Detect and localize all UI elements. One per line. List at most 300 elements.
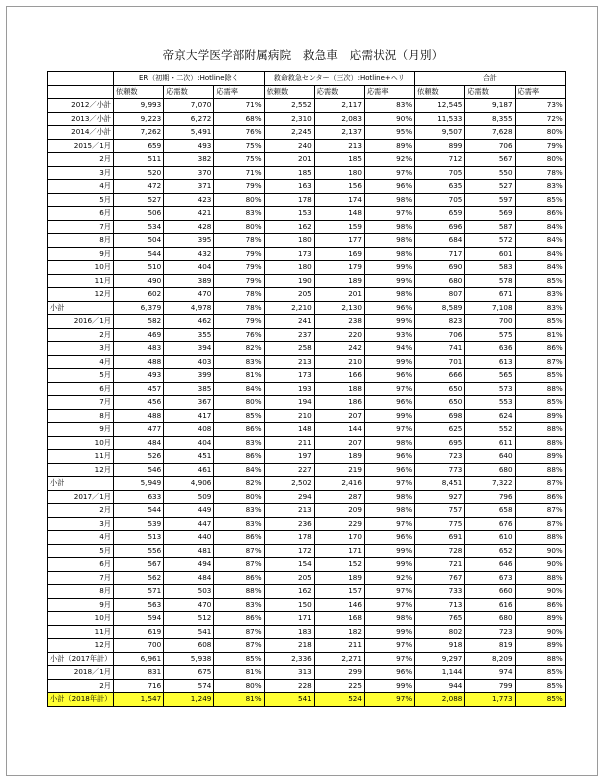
table-cell: 96%: [364, 369, 414, 383]
table-cell: 189: [314, 274, 364, 288]
subtotal-row: [48, 693, 566, 707]
table-cell: 96%: [364, 180, 414, 194]
table-cell: 80%: [515, 153, 565, 167]
table-cell: 84%: [214, 463, 264, 477]
row-label: 10月: [48, 612, 114, 626]
table-cell: 447: [164, 517, 214, 531]
table-cell: 428: [164, 220, 214, 234]
table-cell: 87%: [515, 355, 565, 369]
table-cell: 927: [415, 490, 465, 504]
table-cell: 571: [114, 585, 164, 599]
response-status-table: [47, 71, 566, 707]
table-cell: 417: [164, 409, 214, 423]
table-cell: 944: [415, 679, 465, 693]
table-cell: 611: [465, 436, 515, 450]
table-cell: 423: [164, 193, 214, 207]
table-row: [48, 112, 566, 126]
table-cell: 9,993: [114, 99, 164, 113]
table-cell: 156: [314, 180, 364, 194]
row-label: 3月: [48, 342, 114, 356]
table-cell: 89%: [515, 409, 565, 423]
table-cell: 85%: [515, 396, 565, 410]
table-cell: 80%: [214, 220, 264, 234]
table-cell: 552: [465, 423, 515, 437]
table-cell: 567: [465, 153, 515, 167]
table-cell: 510: [114, 261, 164, 275]
table-cell: 675: [164, 666, 214, 680]
table-cell: 82%: [214, 477, 264, 491]
table-cell: 5,949: [114, 477, 164, 491]
table-cell: 404: [164, 261, 214, 275]
table-cell: 484: [164, 571, 214, 585]
row-label: 4月: [48, 355, 114, 369]
table-cell: 8,209: [465, 652, 515, 666]
table-cell: 87%: [214, 625, 264, 639]
table-cell: 98%: [364, 234, 414, 248]
table-cell: 71%: [214, 166, 264, 180]
table-cell: 399: [164, 369, 214, 383]
table-cell: 87%: [515, 517, 565, 531]
table-cell: 6,379: [114, 301, 164, 315]
table-body: [48, 99, 566, 707]
table-cell: 171: [314, 544, 364, 558]
table-cell: 7,108: [465, 301, 515, 315]
table-cell: 75%: [214, 153, 264, 167]
table-cell: 178: [264, 531, 314, 545]
table-row: [48, 193, 566, 207]
group-header-total: 合計: [415, 72, 566, 86]
table-cell: 97%: [364, 207, 414, 221]
row-label: 8月: [48, 234, 114, 248]
table-cell: 5,938: [164, 652, 214, 666]
table-cell: 83%: [214, 517, 264, 531]
table-cell: 93%: [364, 328, 414, 342]
table-cell: 144: [314, 423, 364, 437]
table-cell: 799: [465, 679, 515, 693]
table-cell: 85%: [515, 315, 565, 329]
table-cell: 73%: [515, 99, 565, 113]
table-row: [48, 396, 566, 410]
table-cell: 563: [114, 598, 164, 612]
table-cell: 238: [314, 315, 364, 329]
table-cell: 182: [314, 625, 364, 639]
table-cell: 659: [114, 139, 164, 153]
table-cell: 78%: [214, 301, 264, 315]
table-cell: 179: [314, 261, 364, 275]
table-row: [48, 490, 566, 504]
table-cell: 6,961: [114, 652, 164, 666]
table-cell: 673: [465, 571, 515, 585]
row-label: 4月: [48, 180, 114, 194]
corner-cell: [48, 72, 114, 86]
table-cell: 583: [465, 261, 515, 275]
table-cell: 562: [114, 571, 164, 585]
table-cell: 2,210: [264, 301, 314, 315]
table-cell: 96%: [364, 396, 414, 410]
table-cell: 81%: [214, 693, 264, 707]
table-cell: 2,137: [314, 126, 364, 140]
table-row: [48, 369, 566, 383]
table-cell: 229: [314, 517, 364, 531]
table-cell: 512: [164, 612, 214, 626]
table-cell: 470: [164, 598, 214, 612]
table-cell: 4,906: [164, 477, 214, 491]
table-cell: 99%: [364, 558, 414, 572]
table-cell: 2,271: [314, 652, 364, 666]
table-cell: 86%: [515, 207, 565, 221]
table-cell: 205: [264, 288, 314, 302]
row-label: 2月: [48, 504, 114, 518]
row-label: 2018／1月: [48, 666, 114, 680]
table-cell: 96%: [364, 301, 414, 315]
table-cell: 7,262: [114, 126, 164, 140]
table-cell: 12,545: [415, 99, 465, 113]
table-row: [48, 598, 566, 612]
table-cell: 432: [164, 247, 214, 261]
table-cell: 2,552: [264, 99, 314, 113]
table-cell: 313: [264, 666, 314, 680]
row-label: 9月: [48, 247, 114, 261]
table-cell: 98%: [364, 193, 414, 207]
table-cell: 85%: [515, 693, 565, 707]
table-cell: 633: [114, 490, 164, 504]
table-cell: 79%: [214, 247, 264, 261]
table-cell: 2,416: [314, 477, 364, 491]
table-cell: 1,773: [465, 693, 515, 707]
table-cell: 494: [164, 558, 214, 572]
table-row: [48, 328, 566, 342]
table-row: [48, 531, 566, 545]
table-row: [48, 436, 566, 450]
table-cell: 153: [264, 207, 314, 221]
table-row: [48, 517, 566, 531]
table-cell: 80%: [214, 396, 264, 410]
table-cell: 690: [415, 261, 465, 275]
row-label: 3月: [48, 166, 114, 180]
subtotal-row: [48, 301, 566, 315]
table-cell: 87%: [515, 477, 565, 491]
table-cell: 695: [415, 436, 465, 450]
table-cell: 86%: [214, 571, 264, 585]
row-label: 7月: [48, 396, 114, 410]
table-cell: 550: [465, 166, 515, 180]
table-cell: 671: [465, 288, 515, 302]
table-cell: 765: [415, 612, 465, 626]
group-header-row: [48, 72, 566, 86]
table-cell: 148: [314, 207, 364, 221]
column-header-row: [48, 85, 566, 99]
table-cell: 85%: [515, 666, 565, 680]
table-cell: 556: [114, 544, 164, 558]
table-cell: 2,130: [314, 301, 364, 315]
row-label: 3月: [48, 517, 114, 531]
table-cell: 395: [164, 234, 214, 248]
table-cell: 96%: [364, 463, 414, 477]
table-cell: 189: [314, 571, 364, 585]
table-row: [48, 153, 566, 167]
table-cell: 712: [415, 153, 465, 167]
table-cell: 81%: [214, 666, 264, 680]
table-cell: 162: [264, 220, 314, 234]
table-cell: 99%: [364, 315, 414, 329]
table-cell: 98%: [364, 612, 414, 626]
table-cell: 96%: [364, 450, 414, 464]
table-cell: 97%: [364, 598, 414, 612]
table-cell: 2,083: [314, 112, 364, 126]
table-cell: 86%: [214, 450, 264, 464]
table-cell: 616: [465, 598, 515, 612]
table-cell: 84%: [214, 382, 264, 396]
table-cell: 72%: [515, 112, 565, 126]
table-cell: 71%: [214, 99, 264, 113]
table-cell: 75%: [214, 139, 264, 153]
table-cell: 721: [415, 558, 465, 572]
table-cell: 294: [264, 490, 314, 504]
column-header: 依頼数: [264, 85, 314, 99]
table-cell: 79%: [214, 274, 264, 288]
table-cell: 168: [314, 612, 364, 626]
row-label: 2月: [48, 328, 114, 342]
table-cell: 741: [415, 342, 465, 356]
table-cell: 84%: [515, 220, 565, 234]
table-cell: 180: [264, 261, 314, 275]
table-cell: 79%: [515, 139, 565, 153]
table-cell: 89%: [364, 139, 414, 153]
table-cell: 462: [164, 315, 214, 329]
table-cell: 691: [415, 531, 465, 545]
table-cell: 180: [264, 234, 314, 248]
table-cell: 78%: [214, 234, 264, 248]
table-cell: 189: [314, 450, 364, 464]
table-cell: 99%: [364, 679, 414, 693]
row-label: 2012／小計: [48, 99, 114, 113]
table-row: [48, 571, 566, 585]
table-cell: 733: [415, 585, 465, 599]
table-cell: 185: [314, 153, 364, 167]
table-row: [48, 139, 566, 153]
table-cell: 608: [164, 639, 214, 653]
table-cell: 899: [415, 139, 465, 153]
table-cell: 97%: [364, 693, 414, 707]
row-label: 6月: [48, 382, 114, 396]
column-header: 応需率: [515, 85, 565, 99]
table-row: [48, 315, 566, 329]
table-cell: 173: [264, 369, 314, 383]
table-cell: 97%: [364, 477, 414, 491]
table-cell: 171: [264, 612, 314, 626]
table-cell: 504: [114, 234, 164, 248]
table-cell: 148: [264, 423, 314, 437]
table-cell: 83%: [214, 436, 264, 450]
table-cell: 213: [314, 139, 364, 153]
table-cell: 81%: [214, 369, 264, 383]
table-cell: 85%: [214, 409, 264, 423]
row-label: 9月: [48, 598, 114, 612]
table-cell: 526: [114, 450, 164, 464]
table-cell: 527: [114, 193, 164, 207]
table-cell: 178: [264, 193, 314, 207]
table-cell: 569: [465, 207, 515, 221]
table-row: [48, 166, 566, 180]
table-cell: 680: [465, 463, 515, 477]
table-cell: 680: [465, 612, 515, 626]
table-cell: 80%: [214, 679, 264, 693]
table-cell: 85%: [515, 679, 565, 693]
table-cell: 520: [114, 166, 164, 180]
table-cell: 506: [114, 207, 164, 221]
table-cell: 544: [114, 247, 164, 261]
row-label: 11月: [48, 450, 114, 464]
table-cell: 705: [415, 166, 465, 180]
table-cell: 83%: [515, 301, 565, 315]
table-cell: 98%: [364, 288, 414, 302]
row-label: 2月: [48, 679, 114, 693]
table-cell: 7,070: [164, 99, 214, 113]
table-cell: 6,272: [164, 112, 214, 126]
table-cell: 90%: [515, 585, 565, 599]
row-label: 10月: [48, 261, 114, 275]
spreadsheet-page: [6, 6, 598, 776]
table-cell: 565: [465, 369, 515, 383]
table-cell: 97%: [364, 517, 414, 531]
table-cell: 190: [264, 274, 314, 288]
table-cell: 700: [114, 639, 164, 653]
table-cell: 2,088: [415, 693, 465, 707]
table-cell: 258: [264, 342, 314, 356]
table-cell: 723: [415, 450, 465, 464]
table-cell: 9,187: [465, 99, 515, 113]
group-header-er: ER（初期・二次）:Hotline除く: [114, 72, 265, 86]
table-cell: 440: [164, 531, 214, 545]
row-label: 小計（2018年計）: [48, 693, 114, 707]
table-cell: 154: [264, 558, 314, 572]
table-cell: 728: [415, 544, 465, 558]
table-cell: 650: [415, 396, 465, 410]
table-cell: 205: [264, 571, 314, 585]
table-cell: 88%: [515, 652, 565, 666]
table-cell: 96%: [364, 531, 414, 545]
table-cell: 150: [264, 598, 314, 612]
table-cell: 211: [264, 436, 314, 450]
table-cell: 594: [114, 612, 164, 626]
table-cell: 162: [264, 585, 314, 599]
table-cell: 449: [164, 504, 214, 518]
table-cell: 82%: [214, 342, 264, 356]
table-cell: 680: [415, 274, 465, 288]
table-row: [48, 585, 566, 599]
row-label: 2013／小計: [48, 112, 114, 126]
table-cell: 209: [314, 504, 364, 518]
table-row: [48, 342, 566, 356]
table-cell: 227: [264, 463, 314, 477]
table-cell: 180: [314, 166, 364, 180]
table-cell: 8,451: [415, 477, 465, 491]
table-cell: 610: [465, 531, 515, 545]
table-cell: 624: [465, 409, 515, 423]
table-cell: 99%: [364, 355, 414, 369]
table-cell: 567: [114, 558, 164, 572]
table-cell: 213: [264, 504, 314, 518]
table-cell: 287: [314, 490, 364, 504]
table-cell: 572: [465, 234, 515, 248]
table-cell: 88%: [515, 436, 565, 450]
table-cell: 625: [415, 423, 465, 437]
row-label: 8月: [48, 409, 114, 423]
table-cell: 773: [415, 463, 465, 477]
table-cell: 81%: [515, 328, 565, 342]
table-row: [48, 382, 566, 396]
table-cell: 635: [415, 180, 465, 194]
table-row: [48, 126, 566, 140]
table-cell: 9,223: [114, 112, 164, 126]
table-cell: 83%: [214, 504, 264, 518]
table-cell: 241: [264, 315, 314, 329]
table-cell: 84%: [515, 234, 565, 248]
table-cell: 201: [264, 153, 314, 167]
table-row: [48, 274, 566, 288]
table-cell: 807: [415, 288, 465, 302]
table-cell: 89%: [515, 612, 565, 626]
row-label: 8月: [48, 585, 114, 599]
row-label: 12月: [48, 463, 114, 477]
table-row: [48, 288, 566, 302]
table-cell: 1,249: [164, 693, 214, 707]
table-cell: 207: [314, 409, 364, 423]
table-cell: 225: [314, 679, 364, 693]
table-cell: 86%: [515, 598, 565, 612]
table-row: [48, 261, 566, 275]
table-cell: 2,502: [264, 477, 314, 491]
table-cell: 698: [415, 409, 465, 423]
table-cell: 92%: [364, 571, 414, 585]
table-cell: 83%: [515, 180, 565, 194]
table-cell: 713: [415, 598, 465, 612]
table-cell: 76%: [214, 126, 264, 140]
table-cell: 197: [264, 450, 314, 464]
table-cell: 89%: [515, 639, 565, 653]
table-cell: 469: [114, 328, 164, 342]
table-cell: 11,533: [415, 112, 465, 126]
table-row: [48, 355, 566, 369]
table-row: [48, 247, 566, 261]
table-cell: 666: [415, 369, 465, 383]
table-cell: 2,245: [264, 126, 314, 140]
table-cell: 183: [264, 625, 314, 639]
table-cell: 597: [465, 193, 515, 207]
table-cell: 534: [114, 220, 164, 234]
table-row: [48, 450, 566, 464]
table-cell: 646: [465, 558, 515, 572]
table-cell: 68%: [214, 112, 264, 126]
row-label: 11月: [48, 625, 114, 639]
row-label: 2月: [48, 153, 114, 167]
table-cell: 553: [465, 396, 515, 410]
table-cell: 706: [465, 139, 515, 153]
table-cell: 2,336: [264, 652, 314, 666]
table-cell: 174: [314, 193, 364, 207]
table-cell: 831: [114, 666, 164, 680]
table-cell: 80%: [214, 490, 264, 504]
table-row: [48, 463, 566, 477]
table-cell: 157: [314, 585, 364, 599]
table-cell: 660: [465, 585, 515, 599]
table-cell: 188: [314, 382, 364, 396]
table-cell: 701: [415, 355, 465, 369]
table-cell: 169: [314, 247, 364, 261]
table-cell: 219: [314, 463, 364, 477]
table-cell: 86%: [214, 612, 264, 626]
table-cell: 85%: [515, 369, 565, 383]
